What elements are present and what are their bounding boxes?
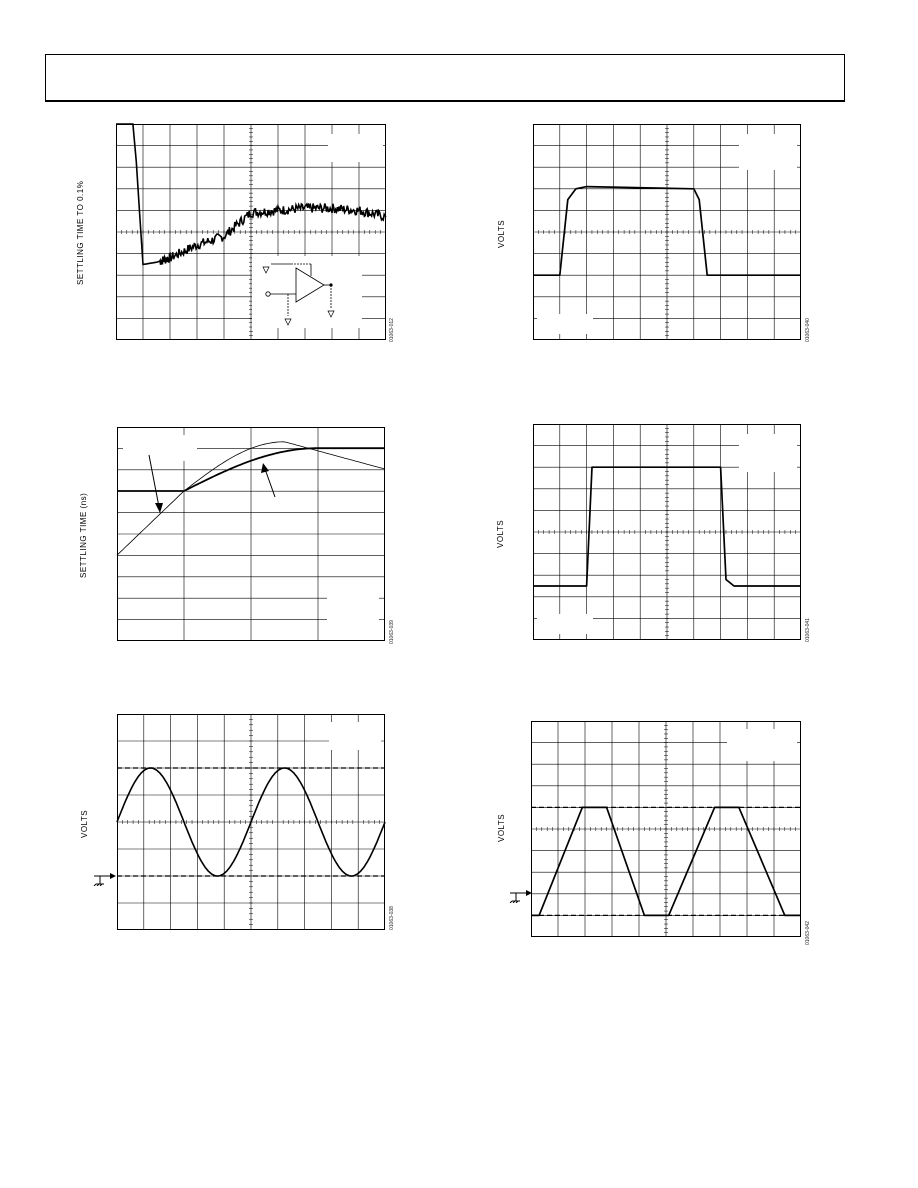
legend-box-inset	[338, 304, 378, 318]
ylabel-settling-01: SETTLING TIME TO 0.1%	[76, 180, 85, 285]
legend-box-top-left	[123, 435, 197, 461]
ylabel-settling-ns: SETTLING TIME (ns)	[79, 492, 88, 578]
plot-svg-settling-time-ns	[117, 427, 385, 641]
ylabel-volts-pulse-02: VOLTS	[496, 519, 505, 548]
page-header-box	[45, 54, 845, 102]
plot-settling-time-01	[116, 124, 386, 340]
node-dot	[329, 283, 332, 286]
legend-box-bottom-left	[537, 314, 593, 334]
legend-box-top-right	[329, 722, 381, 750]
fig-id-01063-042: 01063-042	[805, 921, 811, 945]
plot-svg-settling-time-01	[116, 124, 386, 340]
input-terminal	[266, 292, 270, 296]
ylabel-volts-sine: VOLTS	[80, 809, 89, 838]
arrow-head-icon	[261, 463, 269, 473]
ylabel-volts-triangle: VOLTS	[497, 813, 506, 842]
fig-id-01063-040: 01063-040	[805, 318, 811, 342]
plot-sine-wave	[117, 714, 385, 930]
legend-box-bottom-left	[537, 614, 593, 634]
annotation-arrow	[149, 455, 159, 507]
fig-id-01063-012: 01063-012	[389, 318, 395, 342]
plot-triangle-clip	[531, 721, 801, 937]
plot-svg-triangle-clip	[531, 721, 801, 937]
fig-id-01063-038: 01063-038	[389, 906, 395, 930]
legend-box-top-right	[739, 434, 797, 472]
legend-box-top-right	[727, 729, 797, 761]
ground-marker-icon-triangle	[508, 887, 532, 903]
plot-svg-sine-wave	[117, 714, 385, 930]
plot-svg-pulse-response-01	[533, 124, 801, 340]
fig-id-01063-039: 01063-039	[389, 620, 395, 644]
fig-id-01063-041: 01063-041	[805, 618, 811, 642]
annotation-arrow	[265, 469, 275, 497]
plot-svg-pulse-response-02	[533, 424, 801, 640]
arrow-head-icon	[155, 503, 163, 513]
legend-box-top-right	[739, 134, 797, 170]
plot-pulse-response-01	[533, 124, 801, 340]
plot-settling-time-ns	[117, 427, 385, 641]
legend-box-bottom-right	[327, 597, 379, 625]
plot-pulse-response-02	[533, 424, 801, 640]
ylabel-volts-pulse-01: VOLTS	[497, 219, 506, 248]
legend-box-top-right	[328, 134, 383, 162]
ground-marker-icon-sine	[92, 870, 116, 886]
